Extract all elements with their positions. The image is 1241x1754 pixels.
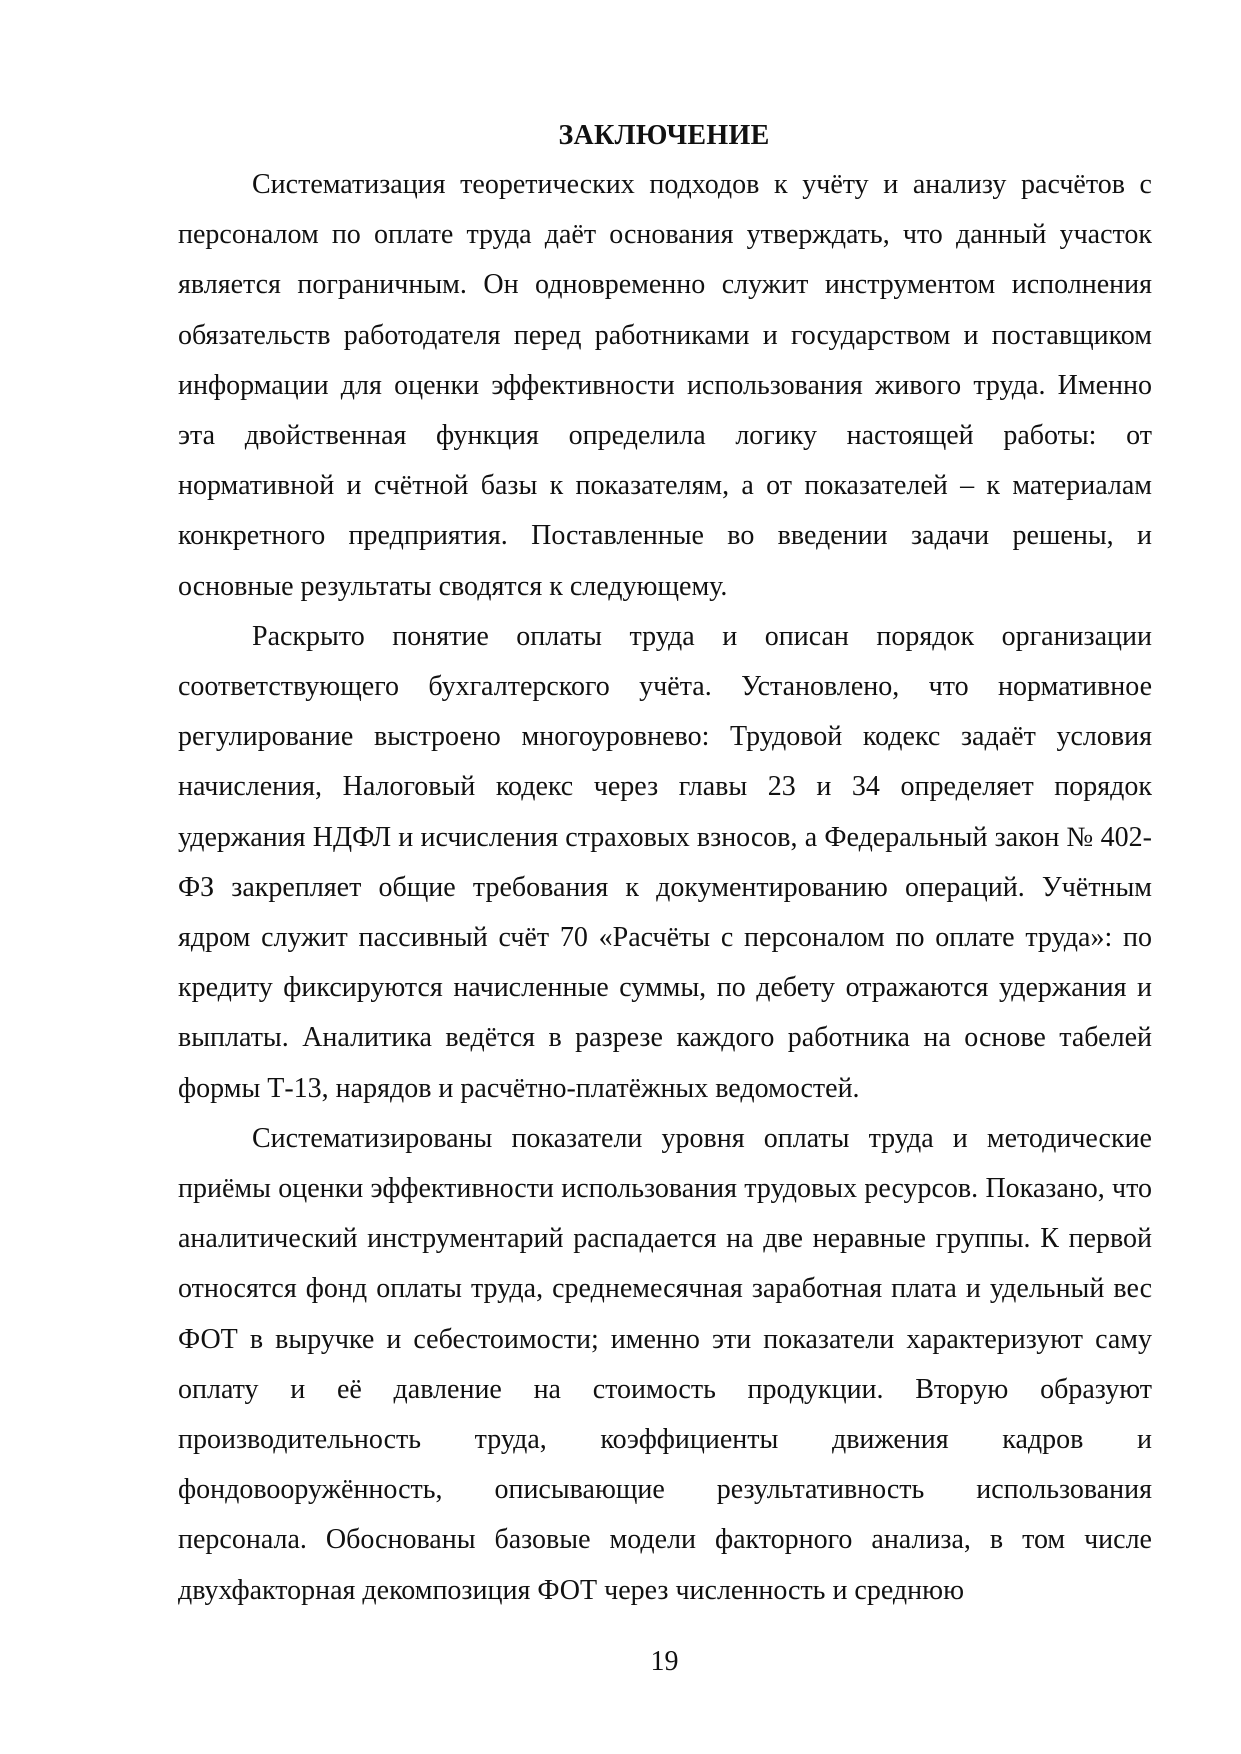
paragraph-indicators: Систематизированы показатели уровня оплаты труда и методические приёмы оценки эффективности использования трудовых ресурсов. Показано, что аналитический инструментарий распадается на две неравные группы. К первой относятся фонд оплаты труда, среднемесячная заработная плата и удельный вес ФОТ в выручке и себестоимости; именно эти показатели характеризуют саму оплату и её давление на стоимость продукции. Вторую образуют производительность труда, коэффициенты движения кадров и фондовооружённость, описывающие результативность использования персонала. Обоснованы базовые модели факторного анализа, в том числе двухфакторная декомпозиция ФОТ через численность и среднюю	[178, 1122, 1152, 1606]
paragraph-intro: Систематизация теоретических подходов к учёту и анализу расчётов с персоналом по оплате труда даёт основания утверждать, что данный участок является пограничным. Он одновременно служит инструментом исполнения обязательств работодателя перед работниками и государством и поставщиком информации для оценки эффективности использования живого труда. Именно эта двойственная функция определила логику настоящей работы: от нормативной и счётной базы к показателям, а от показателей – к материалам конкретного предприятия. Поставленные во введении задачи решены, и основные результаты сводятся к следующему.	[178, 169, 1152, 602]
paragraph-accounting: Раскрыто понятие оплаты труда и описан порядок организации соответствующего бухгалтерского учёта. Установлено, что нормативное регулирование выстроено многоуровнево: Трудовой кодекс задаёт условия начисления, Налоговый кодекс через главы 23 и 34 определяет порядок удержания НДФЛ и исчисления страховых взносов, а Федеральный закон № 402-ФЗ закрепляет общие требования к документированию операций. Учётным ядром служит пассивный счёт 70 «Расчёты с персоналом по оплате труда»: по кредиту фиксируются начисленные суммы, по дебету отражаются удержания и выплаты. Аналитика ведётся в разрезе каждого работника на основе табелей формы Т-13, нарядов и расчётно-платёжных ведомостей.	[178, 620, 1152, 1104]
page-number: 19	[650, 1646, 679, 1677]
body-text	[178, 160, 1152, 1616]
section-heading: ЗАКЛЮЧЕНИЕ	[558, 120, 770, 151]
